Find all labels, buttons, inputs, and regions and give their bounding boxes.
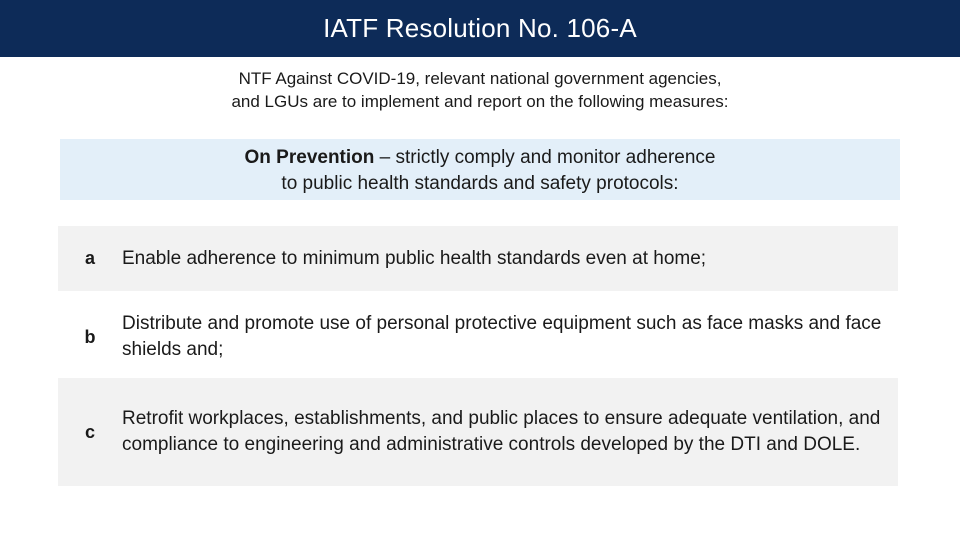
prevention-heading: On Prevention: [244, 147, 375, 168]
prevention-callout: [60, 139, 900, 200]
page-title: IATF Resolution No. 106-A: [323, 13, 637, 43]
intro-line-1: NTF Against COVID-19, relevant national government agencies,: [238, 69, 722, 88]
prevention-line-1-rest: – strictly comply and monitor adherence: [374, 147, 716, 168]
intro-text: [0, 67, 960, 113]
measure-letter: a: [84, 248, 95, 268]
intro-line-2: and LGUs are to implement and report on the following measures:: [231, 92, 729, 111]
measure-item-b: [58, 306, 898, 368]
title-bar: [0, 0, 960, 57]
measure-text: Retrofit workplaces, establishments, and public places to ensure adequate ventilation, and compliance to engineering and administrative controls developed by the DTI and DOLE.: [122, 408, 881, 455]
measure-letter: b: [84, 326, 96, 347]
measure-text: Distribute and promote use of personal protective equipment such as face masks and face shields and;: [122, 313, 882, 360]
prevention-line-2: to public health standards and safety protocols:: [281, 173, 679, 194]
measure-item-a: [58, 226, 898, 291]
prevention-line-1: [60, 145, 900, 171]
measure-text: Enable adherence to minimum public health standards even at home;: [122, 247, 707, 269]
measure-item-c: [58, 378, 898, 486]
measure-letter: c: [84, 421, 95, 442]
